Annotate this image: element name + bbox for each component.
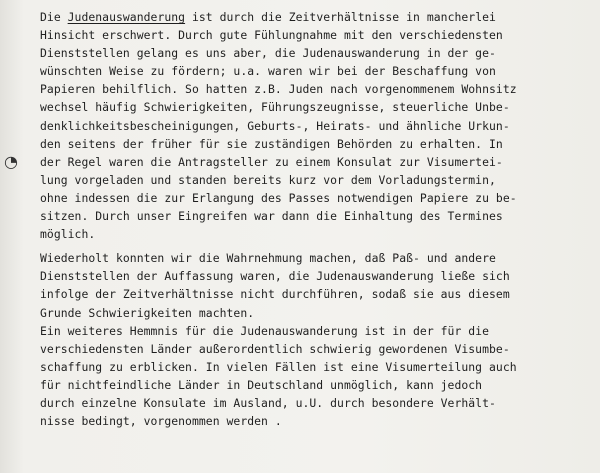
paragraph-3 xyxy=(40,322,600,431)
text-line: Dienststellen der Auffassung waren, die Judenauswanderung ließe sich xyxy=(40,269,510,284)
line-suffix: ist durch die Zeitverhältnisse in mancherlei xyxy=(185,10,496,24)
text-line: Wiederholt konnten wir die Wahrnehmung machen, daß Paß- und andere xyxy=(40,251,496,266)
text-line: nisse bedingt, vorgenommen werden . xyxy=(40,414,282,429)
text-line: Papieren behilflich. So hatten z.B. Juden nach vorgenommenem Wohnsitz xyxy=(40,82,517,97)
margin-mark: ◔ xyxy=(4,152,18,171)
text-line: für nichtfeindliche Länder in Deutschland unmöglich, kann jedoch xyxy=(40,377,483,392)
text-line: Dienststellen gelang es uns aber, die Judenauswanderung in der ge- xyxy=(40,46,496,61)
text-line: wünschten Weise zu fördern; u.a. waren wir bei der Beschaffung von xyxy=(40,64,496,79)
text-line: der Regel waren die Antragsteller zu einem Konsulat zur Visumertei- xyxy=(40,154,503,169)
line-prefix: Die xyxy=(40,10,68,24)
text-line: durch einzelne Konsulate im Ausland, u.U. durch besondere Verhält- xyxy=(40,395,496,410)
document-body xyxy=(40,8,600,430)
text-line: Ein weiteres Hemmnis für die Judenauswanderung ist in der für die xyxy=(40,323,490,338)
text-line: denklichkeitsbescheinigungen, Geburts-, Heirats- und ähnliche Urkun- xyxy=(40,118,510,133)
paragraph-1 xyxy=(40,8,600,243)
text-line: ohne indessen die zur Erlangung des Passes notwendigen Papiere zu be- xyxy=(40,190,517,205)
paragraph-2 xyxy=(40,249,600,321)
text-line xyxy=(40,8,600,26)
text-line: den seitens der früher für sie zuständigen Behörden zu erhalten. In xyxy=(40,136,503,151)
text-line: schaffung zu erblicken. In vielen Fällen ist eine Visumerteilung auch xyxy=(40,359,517,374)
text-line: Hinsicht erschwert. Durch gute Fühlungnahme mit den verschiedensten xyxy=(40,28,503,43)
text-line: wechsel häufig Schwierigkeiten, Führungszeugnisse, steuerliche Unbe- xyxy=(40,100,510,115)
text-line: lung vorgeladen und standen bereits kurz vor dem Vorladungstermin, xyxy=(40,172,496,187)
text-line: möglich. xyxy=(40,227,96,242)
text-line: sitzen. Durch unser Eingreifen war dann die Einhaltung des Termines xyxy=(40,209,503,224)
text-line: verschiedensten Länder außerordentlich schwierig gewordenen Visumbe- xyxy=(40,341,510,356)
text-line: Grunde Schwierigkeiten machten. xyxy=(40,305,255,320)
underlined-term: Judenauswanderung xyxy=(67,10,186,24)
text-line: infolge der Zeitverhältnisse nicht durchführen, sodaß sie aus diesem xyxy=(40,287,510,302)
